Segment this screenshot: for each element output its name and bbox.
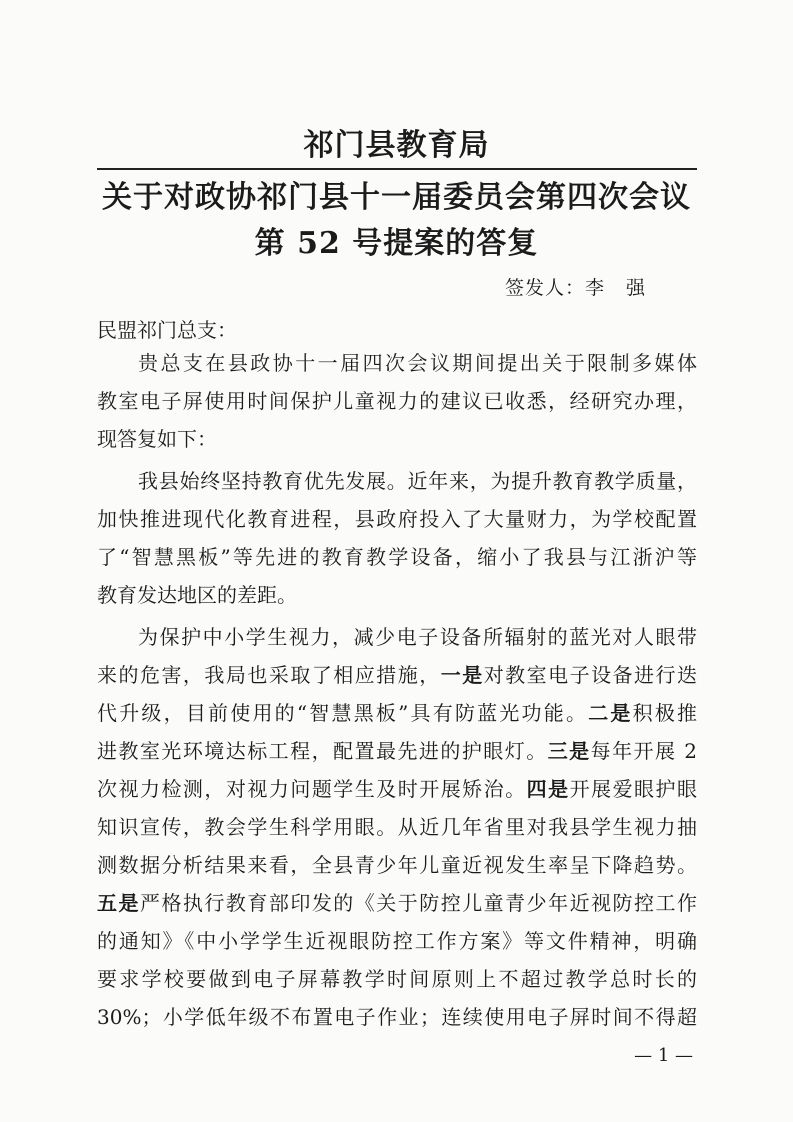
body-line: 了“智慧黑板”等先进的教育教学设备，缩小了我县与江浙沪等	[97, 545, 697, 569]
document-title-line-2: 第 52 号提案的答复	[254, 226, 539, 261]
document-title-line-1: 关于对政协祁门县十一届委员会第四次会议	[102, 180, 691, 215]
marker-four: 四是	[526, 777, 570, 801]
body-line: 测数据分析结果来看，全县青少年儿童近视发生率呈下降趋势。	[97, 853, 697, 877]
signer-label: 签发人：	[504, 277, 585, 299]
body-line: 30%；小学低年级不布置电子作业；连续使用电子屏时间不得超	[97, 1005, 697, 1029]
body-line: 五是严格执行教育部印发的《关于防控儿童青少年近视防控工作	[97, 891, 698, 915]
body-line: 加快推进现代化教育进程，县政府投入了大量财力，为学校配置	[97, 507, 697, 531]
body-line: 为保护中小学生视力，减少电子设备所辐射的蓝光对人眼带	[138, 625, 697, 649]
page-number: — 1 —	[634, 1045, 693, 1066]
marker-three: 三是	[547, 739, 591, 763]
body-line: 知识宣传，教会学生科学用眼。从近几年省里对我县学生视力抽	[97, 815, 697, 839]
body-line: 贵总支在县政协十一届四次会议期间提出关于限制多媒体	[138, 351, 697, 375]
signer	[505, 273, 653, 300]
signer-name: 李 强	[584, 277, 653, 299]
marker-two: 二是	[588, 701, 633, 725]
body-line: 要求学校要做到电子屏幕教学时间原则上不超过教学总时长的	[97, 967, 697, 991]
body-line: 来的危害，我局也采取了相应措施，一是对教室电子设备进行迭	[97, 663, 698, 687]
body-line: 教室电子屏使用时间保护儿童视力的建议已收悉，经研究办理，	[97, 389, 697, 413]
body-line: 代升级，目前使用的“智慧黑板”具有防蓝光功能。二是积极推	[97, 701, 698, 725]
marker-one: 一是	[440, 663, 484, 687]
body-line: 教育发达地区的差距。	[97, 583, 297, 607]
header-divider	[97, 168, 697, 170]
body-line: 进教室光环境达标工程，配置最先进的护眼灯。三是每年开展 2	[97, 739, 697, 763]
body-line: 我县始终坚持教育优先发展。近年来，为提升教育教学质量，	[138, 469, 697, 493]
marker-five: 五是	[97, 891, 140, 915]
body-line: 的通知》《中小学学生近视眼防控工作方案》等文件精神，明确	[97, 929, 697, 953]
salutation: 民盟祁门总支：	[97, 318, 237, 342]
issuing-organization: 祁门县教育局	[303, 128, 490, 163]
body-line: 次视力检测，对视力问题学生及时开展矫治。四是开展爱眼护眼	[97, 777, 698, 801]
body-line: 现答复如下：	[97, 427, 217, 451]
